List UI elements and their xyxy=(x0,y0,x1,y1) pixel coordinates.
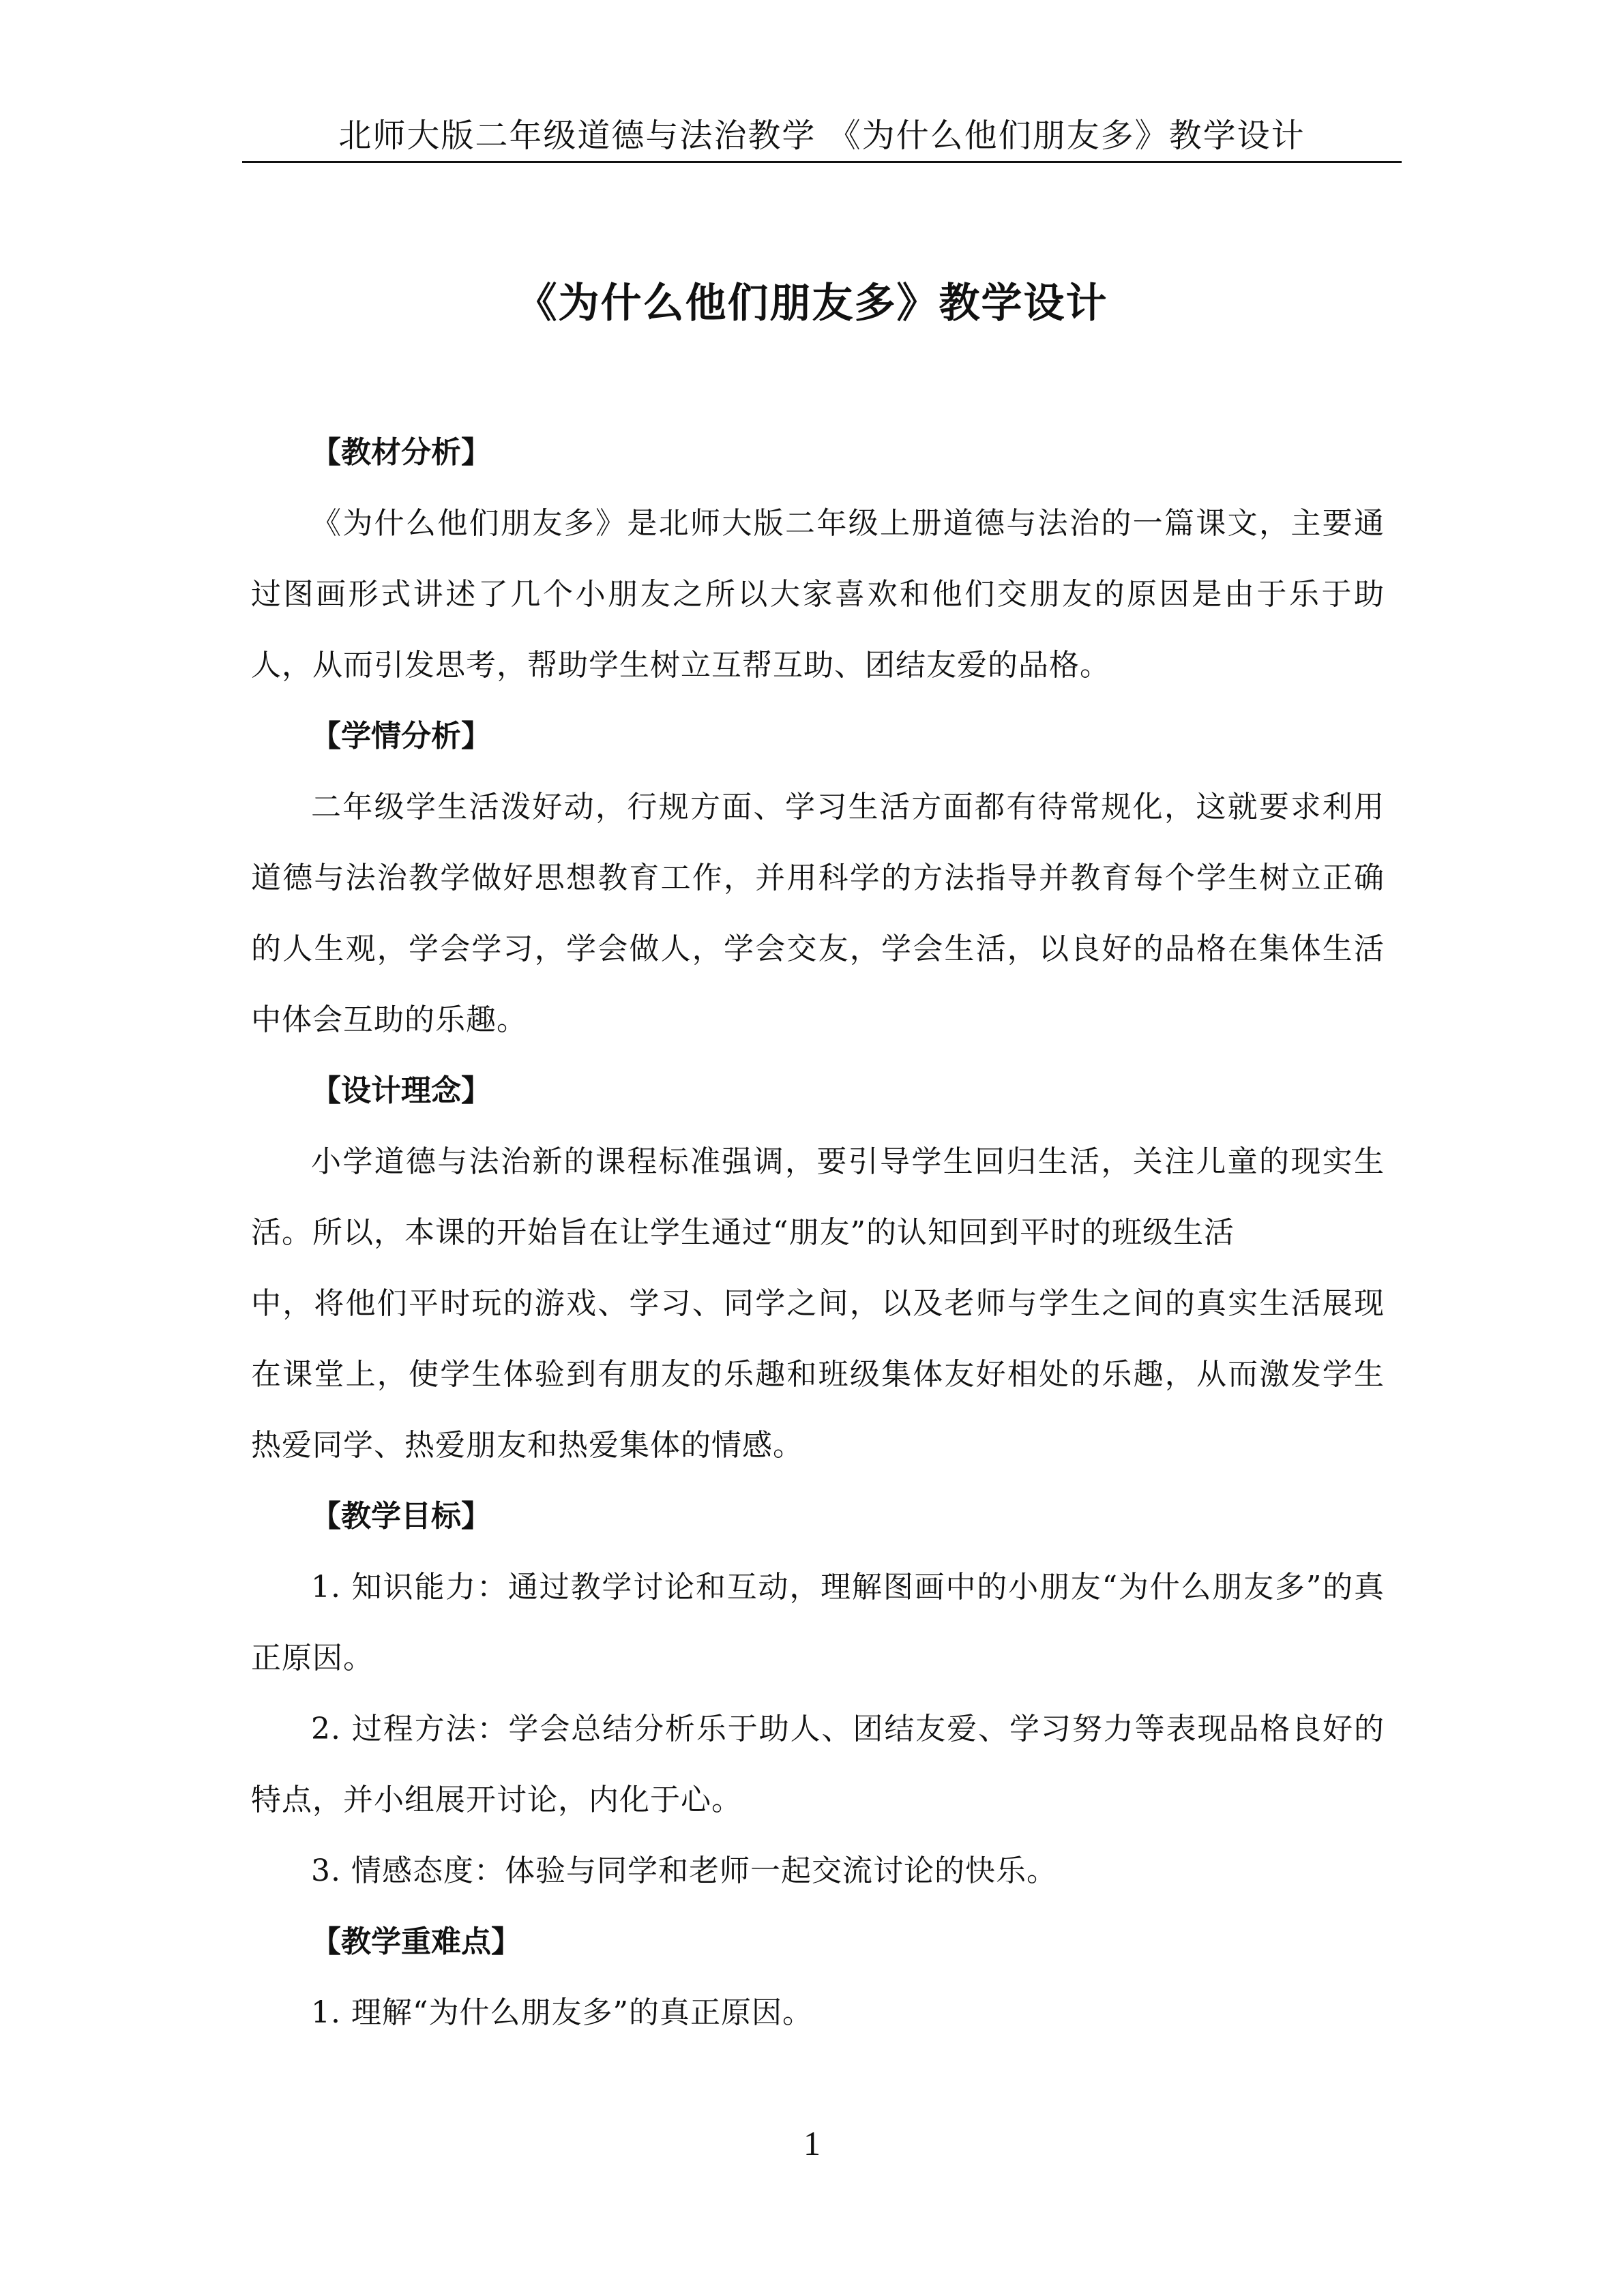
objective-item-attitude: 3. 情感态度：体验与同学和老师一起交流讨论的快乐。 xyxy=(311,1853,1057,1888)
paragraph-concept-2: 中，将他们平时玩的游戏、学习、同学之间，以及老师与学生之间的真实生活展现在课堂上，使学生体验到有朋友的乐趣和班级集体友好相处的乐趣，从而激发学生热爱同学、热爱朋友和热爱集体的情感。 xyxy=(251,1286,1385,1463)
section-heading-key-points: 【教学重难点】 xyxy=(311,1924,521,1959)
document-title: 《为什么他们朋友多》教学设计 xyxy=(516,280,1108,327)
paragraph-concept-1: 小学道德与法治新的课程标准强调，要引导学生回归生活，关注儿童的现实生活。所以，本课的开始旨在让学生通过“朋友”的认知回到平时的班级生活 xyxy=(251,1144,1385,1250)
section-heading-objectives: 【教学目标】 xyxy=(311,1499,491,1534)
paragraph-analysis: 《为什么他们朋友多》是北师大版二年级上册道德与法治的一篇课文，主要通过图画形式讲述了几个小朋友之所以大家喜欢和他们交朋友的原因是由于乐于助人，从而引发思考，帮助学生树立互帮互助、团结友爱的品格。 xyxy=(251,506,1385,683)
key-point-item: 1. 理解“为什么朋友多”的真正原因。 xyxy=(311,1995,813,2030)
running-header: 北师大版二年级道德与法治教学 《为什么他们朋友多》教学设计 xyxy=(338,117,1305,155)
objective-item-process: 2. 过程方法：学会总结分析乐于助人、团结友爱、学习努力等表现品格良好的特点，并小组展开讨论，内化于心。 xyxy=(251,1712,1385,1817)
section-heading-learners: 【学情分析】 xyxy=(311,719,491,754)
document-body xyxy=(251,417,1385,2048)
header-divider xyxy=(242,161,1402,163)
paragraph-learners: 二年级学生活泼好动，行规方面、学习生活方面都有待常规化，这就要求利用道德与法治教学做好思想教育工作，并用科学的方法指导并教育每个学生树立正确的人生观，学会学习，学会做人，学会交友，学会生活，以良好的品格在集体生活中体会互助的乐趣。 xyxy=(251,790,1385,1037)
page-number: 1 xyxy=(803,2124,821,2162)
section-heading-analysis: 【教材分析】 xyxy=(311,435,491,470)
objective-item-knowledge: 1. 知识能力：通过教学讨论和互动，理解图画中的小朋友“为什么朋友多”的真正原因。 xyxy=(251,1570,1385,1675)
section-heading-concept: 【设计理念】 xyxy=(311,1073,491,1108)
